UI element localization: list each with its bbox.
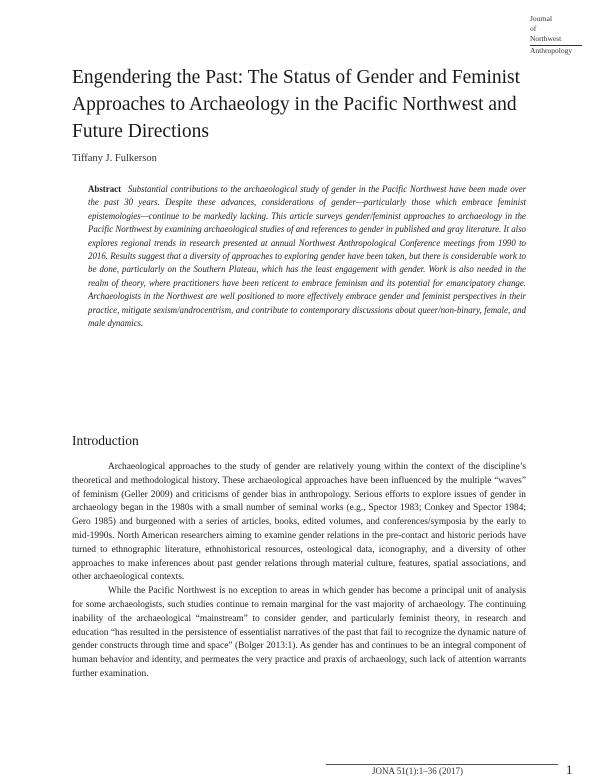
footer-rule: [326, 764, 558, 765]
page-number: 1: [566, 762, 573, 777]
section-heading: Introduction: [72, 433, 139, 448]
abstract-text: Substantial contributions to the archaeological study of gender in the Pacific Northwest have been made over the past 30 years. Despite these advances, considerations of gender—particularly those which embrace feminist epistemologies—continue to be markedly lacking. This article surveys gender/feminist approaches to archaeology in the Pacific Northwest by examining archaeological studies of and references to gender in published and gray literature. It also explores regional trends in research presented at annual Northwest Anthropological Conference meetings from 1990 to 2016. Results suggest that a diversity of approaches to exploring gender have been taken, but there is considerable work to be done, particularly on the Southern Plateau, which has the least engagement with gender. Work is also needed in the realm of theory, where practitioners have been reticent to embrace feminism and its potential for emancipatory change. Archaeologists in the Northwest are well positioned to more effectively embrace gender and feminist perspectives in their practice, mitigate sexism/androcentrism, and contribute to contemporary discussions about queer/non-binary, female, and male dynamics.: [88, 184, 527, 329]
paragraph: While the Pacific Northwest is no exception to areas in which gender has become a principal unit of analysis for some archaeologists, such studies continue to remain marginal for the vast majority of archaeology. The continuing inability of the archaeological “mainstream” to consider gender, and particularly feminist theory, in research and education “has resulted in the persistence of essentialist narratives of the past that fail to recognize the dynamic nature of gender constructs through time and space” (Bolger 2013:1). As gender has and continues to be an integral component of human behavior and identity, and permeates the very practice and praxis of archaeology, such lack of attention warrants further examination.: [72, 586, 526, 679]
journal-line: Journal: [530, 14, 553, 23]
journal-name: [530, 14, 596, 56]
journal-line: Northwest: [530, 34, 562, 43]
article-title: Engendering the Past: The Status of Gender and Feminist Approaches to Archaeology in the Pacific Northwest and Future Directions: [72, 67, 521, 142]
abstract-label: Abstract: [88, 184, 122, 194]
abstract: [88, 183, 526, 330]
body-text: [72, 461, 526, 682]
article-author: Tiffany J. Fulkerson: [72, 153, 157, 164]
journal-line: Anthropology: [530, 46, 573, 55]
journal-line: of: [530, 24, 537, 33]
paragraph: Archaeological approaches to the study of gender are relatively young within the context of the discipline’s theoretical and methodological history. These archaeological approaches have been influenced by the multiple “waves” of feminism (Geller 2009) and criticisms of gender bias in anthropology. Serious efforts to explore issues of gender in archaeology began in the 1980s with a small number of seminal works (e.g., Spector 1983; Conkey and Spector 1984; Gero 1985) and burgeoned with a series of articles, books, edited volumes, and conferences/symposia by the early to mid-1990s. North American researchers aiming to examine gender relations in the pre-contact and historic periods have turned to ethnographic literature, ethnohistorical resources, osteological data, iconography, and a diversity of other approaches to make inferences about past gender relations through material culture, features, spatial associations, and other archaeological contexts.: [72, 462, 526, 583]
footer-citation: JONA 51(1):1–36 (2017): [372, 766, 463, 776]
